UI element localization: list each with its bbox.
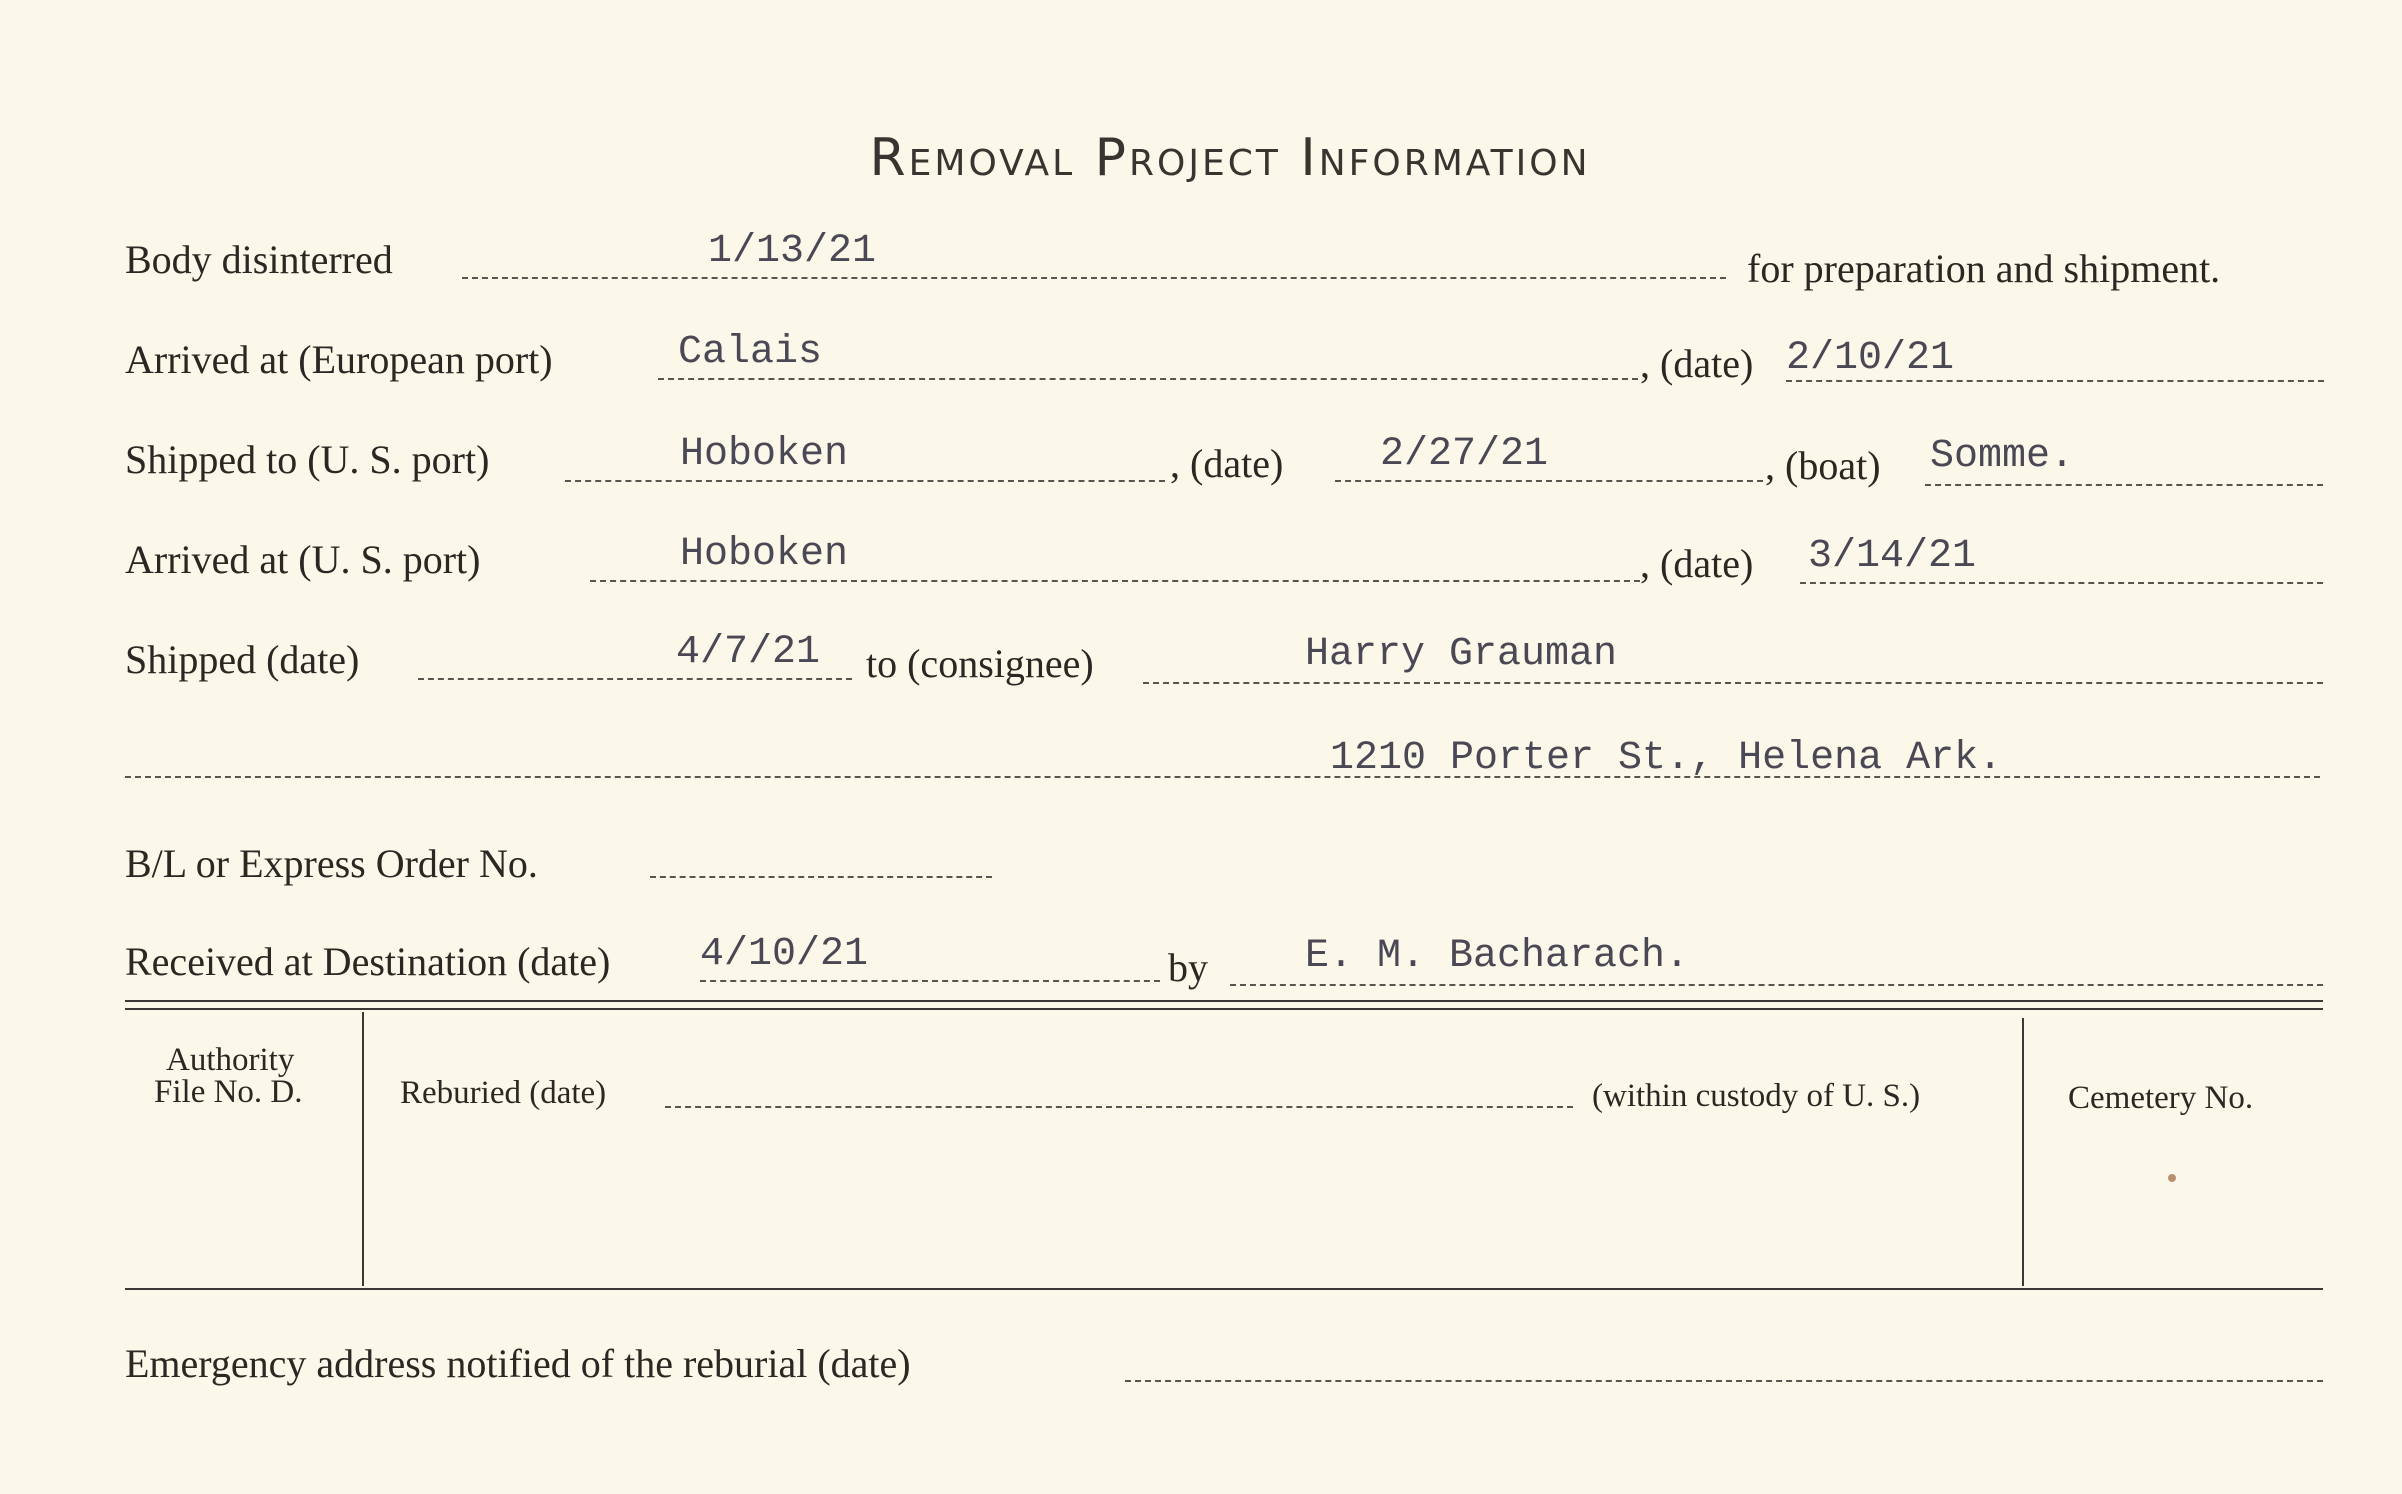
shipped-us-date-label: , (date) <box>1170 441 1284 486</box>
euro-date: 2/10/21 <box>1786 336 1955 381</box>
authority-label: Authority <box>166 1042 295 1078</box>
shipped-us-port: Hoboken <box>680 432 849 477</box>
disinterred-date: 1/13/21 <box>708 229 877 274</box>
us-arrival-date: 3/14/21 <box>1808 534 1977 579</box>
us-arrival-label: Arrived at (U. S. port) <box>125 537 481 582</box>
emergency-line <box>1125 1380 2323 1382</box>
disinterred-label: Body disinterred <box>125 237 393 282</box>
received-label: Received at Destination (date) <box>125 939 611 984</box>
received-date: 4/10/21 <box>700 932 869 977</box>
boat-name: Somme. <box>1930 434 2075 479</box>
file-no-label: File No. D. <box>154 1074 303 1110</box>
shipped-label: Shipped (date) <box>125 637 360 682</box>
shipped-date-line <box>418 678 852 680</box>
bl-label: B/L or Express Order No. <box>125 841 538 886</box>
shipped-date: 4/7/21 <box>676 630 821 675</box>
box-bottom-rule <box>125 1288 2323 1290</box>
consignee-address: 1210 Porter St., Helena Ark. <box>1330 736 2003 781</box>
consignee-label: to (consignee) <box>866 641 1094 686</box>
card-title: Removal Project Information <box>869 128 1591 188</box>
reburied-label: Reburied (date) <box>400 1075 607 1111</box>
bl-line <box>650 876 992 878</box>
box-top-rule-2 <box>125 1008 2323 1010</box>
received-by-label: by <box>1168 945 1208 990</box>
received-date-line <box>700 980 1160 982</box>
euro-port: Calais <box>678 330 823 375</box>
received-by-line <box>1230 984 2323 986</box>
boat-line <box>1925 484 2323 486</box>
box-divider-left <box>362 1012 364 1286</box>
received-by-name: E. M. Bacharach. <box>1305 934 1690 979</box>
us-arrival-date-label: , (date) <box>1640 541 1754 586</box>
shipped-us-label: Shipped to (U. S. port) <box>125 437 490 482</box>
us-arrival-date-line <box>1800 582 2323 584</box>
reburied-line <box>665 1106 1573 1108</box>
ink-spot <box>2168 1174 2176 1182</box>
us-arrival-port: Hoboken <box>680 532 849 577</box>
disinterred-suffix: for preparation and shipment. <box>1747 246 2221 291</box>
euro-port-line <box>658 378 1638 380</box>
box-top-rule-1 <box>125 1000 2323 1002</box>
us-arrival-port-line <box>590 580 1640 582</box>
custody-label: (within custody of U. S.) <box>1592 1078 1921 1114</box>
box-divider-right <box>2022 1018 2024 1286</box>
disinterred-line <box>462 277 1726 279</box>
emergency-label: Emergency address notified of the reburial (date) <box>125 1341 911 1386</box>
cemetery-label: Cemetery No. <box>2068 1080 2254 1116</box>
euro-arrival-label: Arrived at (European port) <box>125 337 553 382</box>
consignee-line <box>1143 682 2323 684</box>
shipped-us-date-line <box>1335 480 1763 482</box>
consignee-name: Harry Grauman <box>1305 632 1618 677</box>
shipped-us-port-line <box>565 480 1165 482</box>
shipped-us-date: 2/27/21 <box>1380 432 1549 477</box>
boat-label: , (boat) <box>1765 443 1881 488</box>
euro-date-label: , (date) <box>1640 341 1754 386</box>
